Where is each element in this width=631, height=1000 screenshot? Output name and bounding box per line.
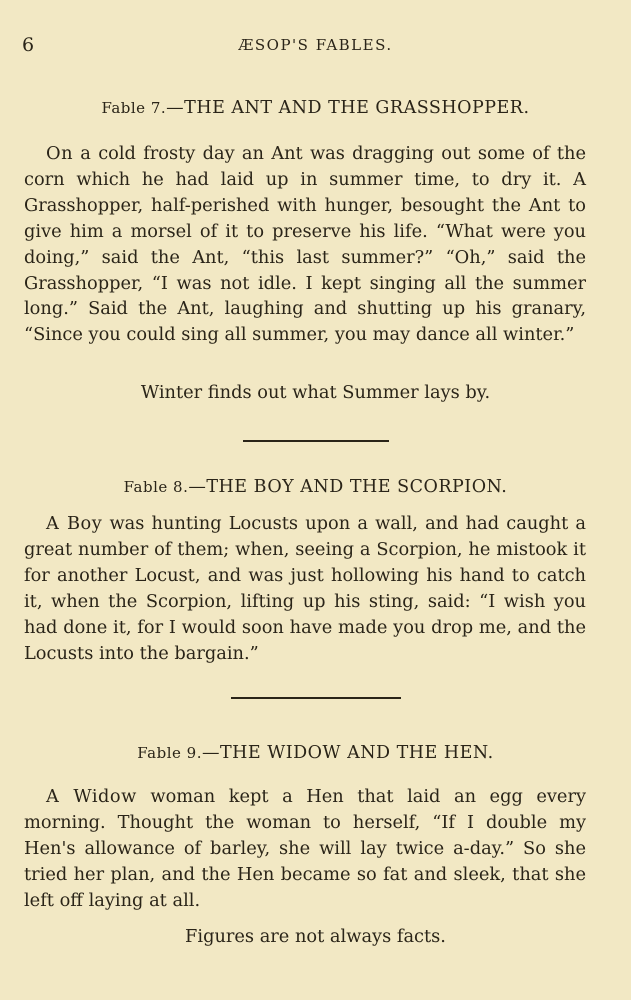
section-divider [231, 697, 401, 699]
fable-9-lead: A Widow [46, 786, 137, 807]
fable-8-lead: A Boy [46, 513, 103, 534]
fable-7-lead: On [46, 143, 74, 164]
fable-8-label: Fable 8. [123, 478, 189, 496]
fable-8-heading [22, 477, 609, 497]
fable-9-text [24, 784, 586, 914]
page-header [22, 34, 609, 56]
fable-9-label: Fable 9. [137, 744, 202, 762]
fable-7-body: a cold frosty day an Ant was dragging out some of the corn which he had laid up in summer time, to dry it. A Grasshopper, half-perished with hunger, besought the Ant to give him a morsel of it to preserve his life. “What were you doing,” said the Ant, “this last summer?” “Oh,” said the Grasshopper, “I was not idle. I kept singing all the summer long.” Said the Ant, laughing and shutting up his granary, “Since you could sing all summer, you may dance all winter.” [24, 143, 586, 346]
fable-9-title: —THE WIDOW AND THE HEN. [201, 743, 494, 763]
fable-9-body: woman kept a Hen that laid an egg every morning. Thought the woman to herself, “If I double my Hen's allowance of barley, she will lay twice a-day.” So she tried her plan, and the Hen became so fat and sleek, that she left off laying at all. [24, 786, 586, 911]
fable-7-label: Fable 7. [101, 99, 167, 117]
fable-7-heading [22, 98, 609, 118]
fable-7-moral: Winter finds out what Summer lays by. [140, 382, 491, 403]
fable-8-text [24, 511, 586, 666]
fable-7-title: —THE ANT AND THE GRASSHOPPER. [166, 98, 530, 118]
section-divider [243, 440, 389, 442]
fable-9-moral: Figures are not always facts. [185, 926, 446, 947]
running-title: ÆSOP'S FABLES. [238, 36, 393, 54]
fable-8-body: was hunting Locusts upon a wall, and had caught a great number of them; when, seeing a Scorpion, he mistook it for another Locust, and was just hollowing his hand to catch it, when the Scorpion, lifting up his sting, said: “I wish you had done it, for I would soon have made you drop me, and the Locusts into the bargain.” [24, 513, 586, 664]
fable-7-text [24, 141, 586, 348]
page-number: 6 [22, 34, 35, 56]
fable-9-heading [22, 743, 609, 763]
fable-8-title: —THE BOY AND THE SCORPION. [188, 477, 508, 497]
